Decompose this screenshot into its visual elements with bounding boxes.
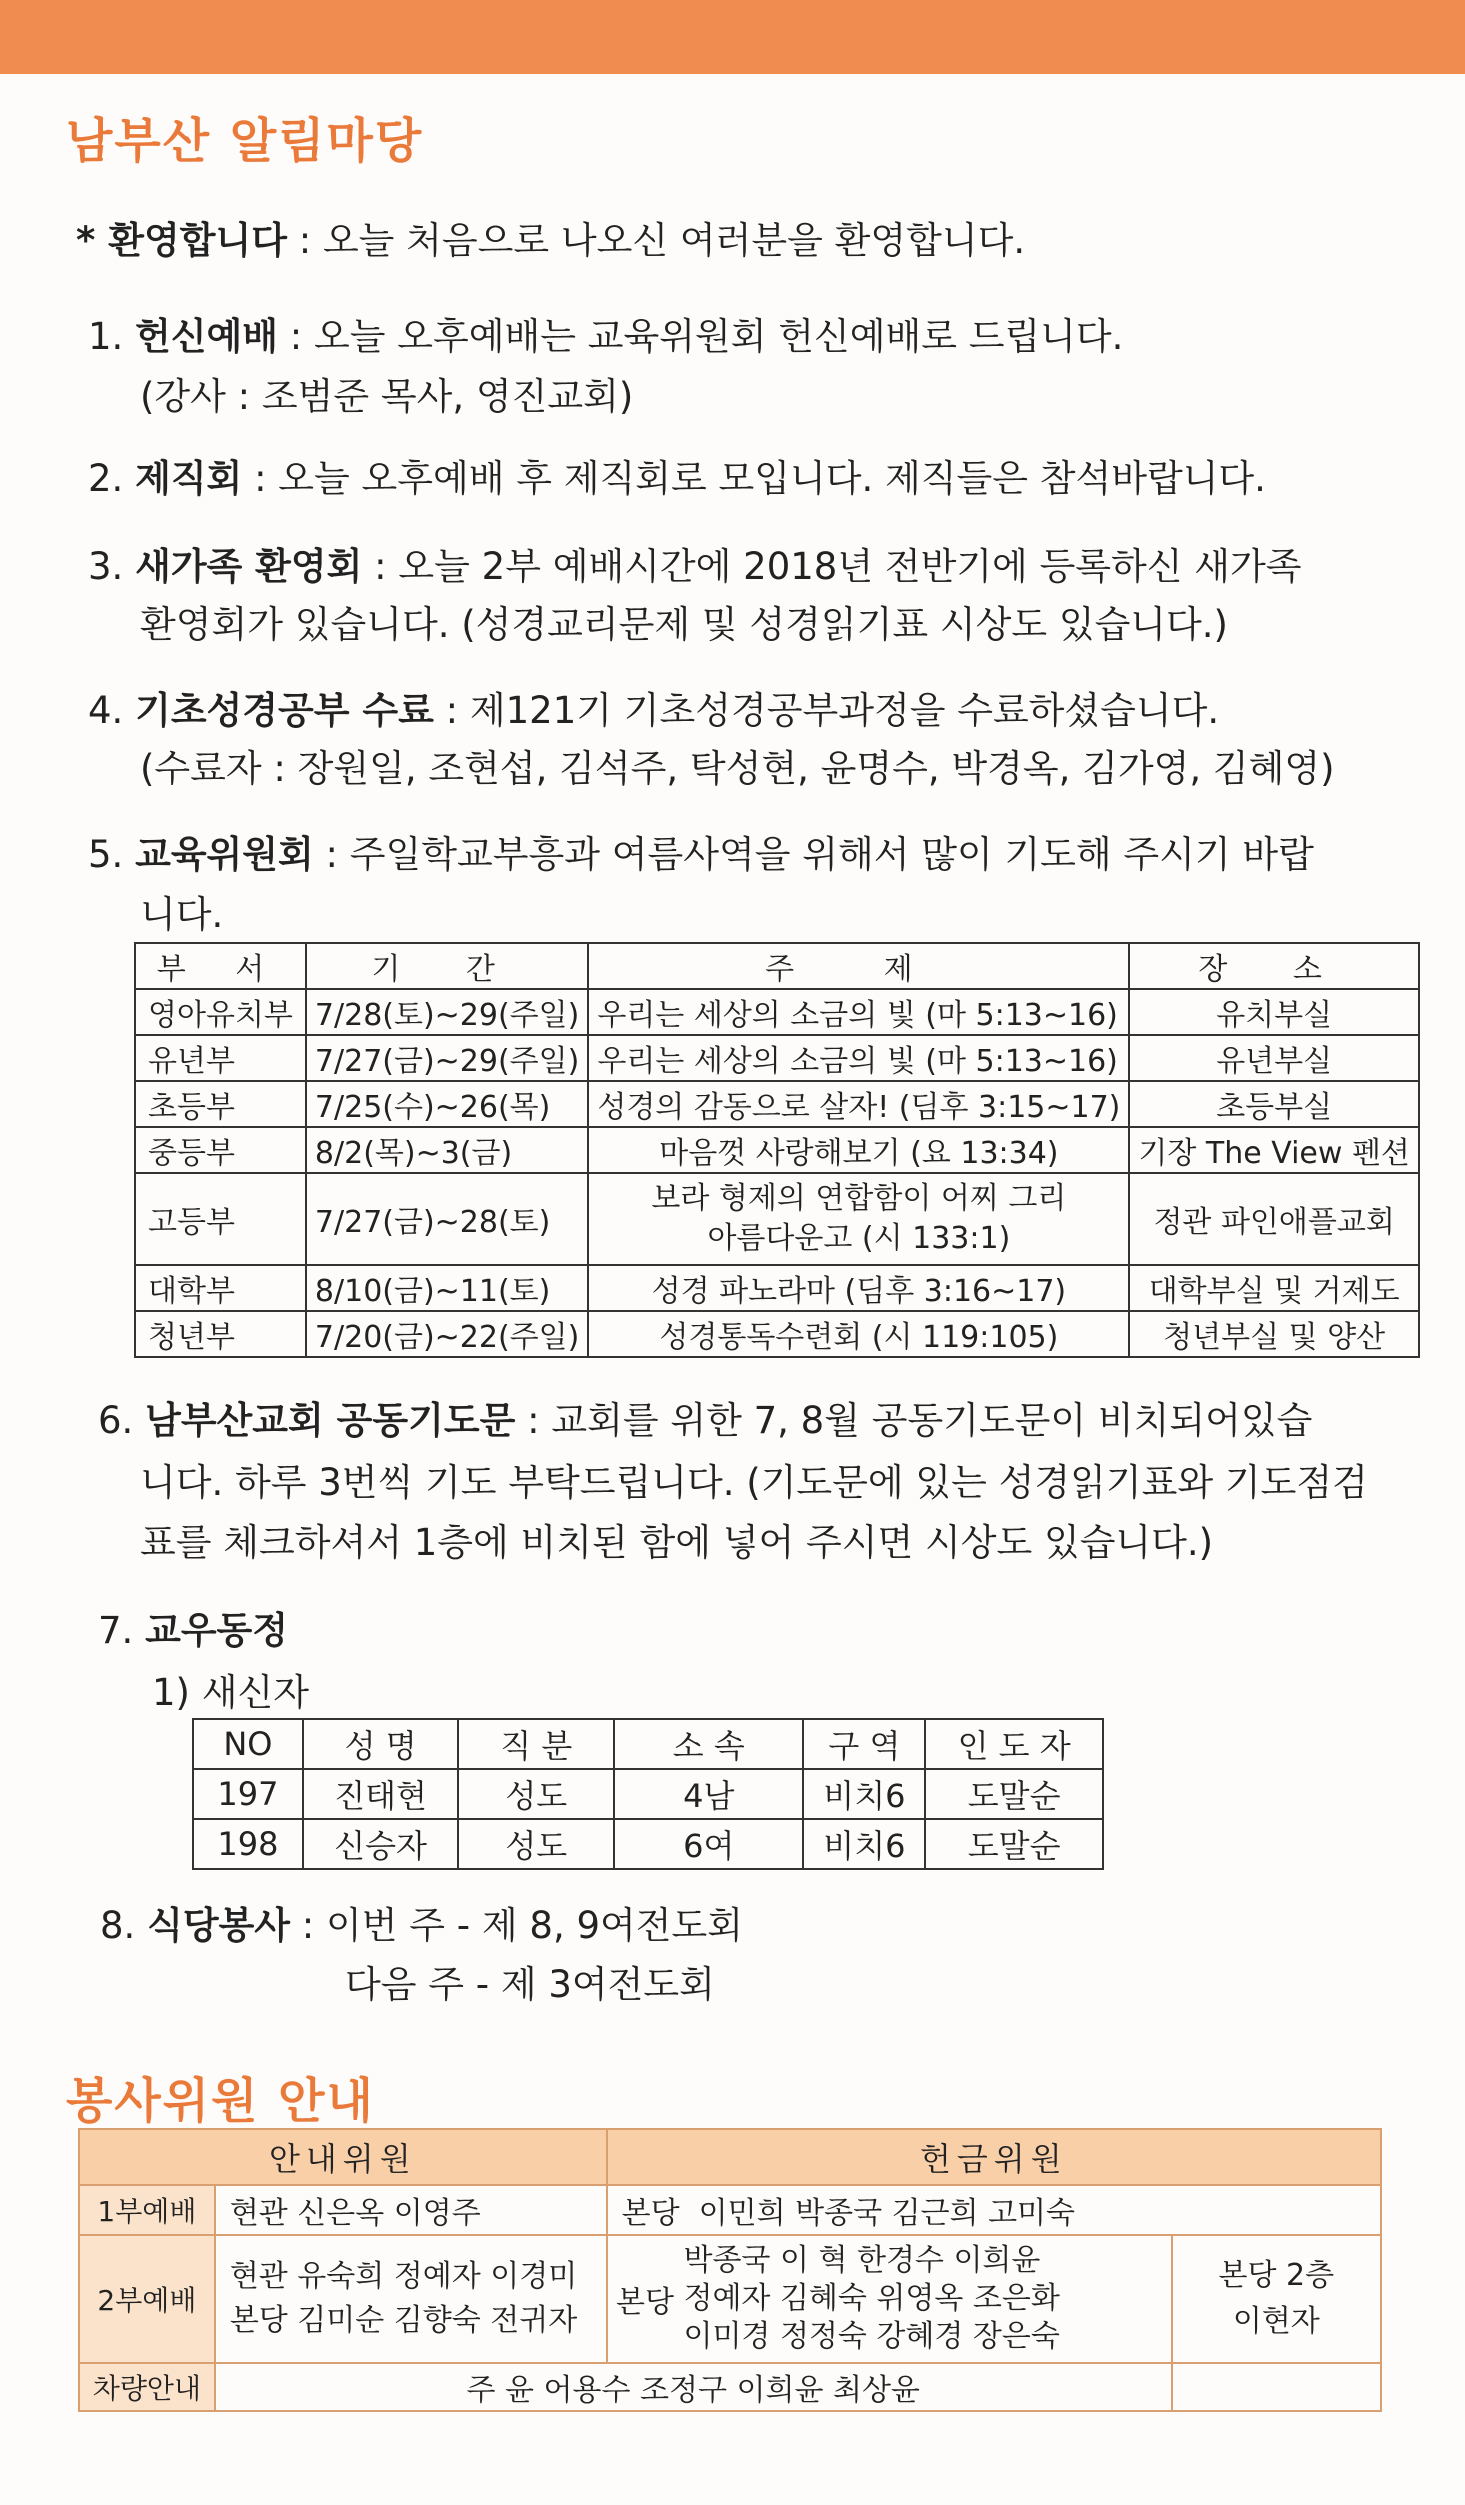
column-header: NO: [193, 1719, 303, 1769]
notice-text: : 주일학교부흥과 여름사역을 위해서 많이 기도해 주시기 바랍: [313, 833, 1314, 876]
notice-number: 8.: [100, 1904, 136, 1947]
guide-cell: [215, 2235, 607, 2363]
table-header-row: [79, 2129, 1381, 2185]
table-header-row: [193, 1719, 1103, 1769]
newcomers-table: [192, 1718, 1104, 1870]
offering-names: 이민희 박종국 김근희 고미숙: [698, 2196, 1076, 2231]
dept-cell: 초등부: [135, 1081, 306, 1127]
column-header: 장 소: [1129, 943, 1419, 989]
dept-cell: 중등부: [135, 1127, 306, 1173]
notice-number: 2.: [88, 457, 124, 500]
notice-number: 1.: [88, 315, 124, 358]
notice-text: : 오늘 오후예배 후 제직회로 모입니다. 제직들은 참석바랍니다.: [242, 457, 1266, 500]
theme-cell: 우리는 세상의 소금의 빛 (마 5:13~16): [588, 989, 1129, 1035]
row-label: 차량안내: [79, 2363, 215, 2411]
theme-line: 보라 형제의 연합함이 어찌 그리: [651, 1181, 1067, 1216]
notice-title: 남부산교회 공동기도문: [145, 1399, 516, 1442]
notice-6-line2: 니다. 하루 3번씩 기도 부탁드립니다. (기도문에 있는 성경읽기표와 기도점검: [140, 1461, 1368, 1504]
notice-6: [98, 1390, 1312, 1444]
table-row: [135, 1127, 1419, 1173]
table-row: [79, 2235, 1381, 2363]
period-cell: 8/2(목)~3(금): [306, 1127, 588, 1173]
table-row: [135, 1173, 1419, 1265]
table-cell: 성도: [458, 1819, 614, 1869]
notice-4: [88, 680, 1219, 734]
theme-cell: 성경의 감동으로 살자! (딤후 3:15~17): [588, 1081, 1129, 1127]
table-cell: 6여: [614, 1819, 803, 1869]
dept-cell: 유년부: [135, 1035, 306, 1081]
extra-cell: [1172, 2235, 1381, 2363]
notice-text: : 오늘 2부 예배시간에 2018년 전반기에 등록하신 새가족: [362, 545, 1302, 588]
column-header: 부 서: [135, 943, 306, 989]
dept-cell: 고등부: [135, 1173, 306, 1265]
table-row: [135, 1265, 1419, 1311]
dept-cell: 대학부: [135, 1265, 306, 1311]
column-header: 헌금위원: [607, 2129, 1381, 2185]
notice-number: 5.: [88, 833, 124, 876]
column-header: 성 명: [303, 1719, 459, 1769]
table-row: [135, 1311, 1419, 1357]
column-header: 안내위원: [79, 2129, 607, 2185]
offering-location: 본당: [621, 2196, 680, 2231]
education-schedule-table: [134, 942, 1420, 1358]
table-cell: 197: [193, 1769, 303, 1819]
table-row: [79, 2363, 1381, 2411]
table-row: [193, 1769, 1103, 1819]
place-cell: 유치부실: [1129, 989, 1419, 1035]
notice-title: 교우동정: [145, 1609, 289, 1652]
notice-7: [98, 1600, 288, 1654]
place-cell: 정관 파인애플교회: [1129, 1173, 1419, 1265]
notice-number: 6.: [98, 1399, 134, 1442]
place-cell: 대학부실 및 거제도: [1129, 1265, 1419, 1311]
notice-3: [88, 536, 1302, 590]
theme-cell: 마음껏 사랑해보기 (요 13:34): [588, 1127, 1129, 1173]
notice-3-line2: 환영회가 있습니다. (성경교리문제 및 성경읽기표 시상도 있습니다.): [140, 603, 1228, 646]
place-cell: 기장 The View 펜션: [1129, 1127, 1419, 1173]
service-section-title: 봉사위원 안내: [66, 2073, 375, 2129]
guide-cell: 현관 신은옥 이영주: [215, 2185, 607, 2235]
notice-text: : 이번 주 - 제 8, 9여전도회: [290, 1904, 743, 1947]
offering-line: 정예자 김혜숙 위영옥 조은화: [683, 2281, 1060, 2316]
column-header: 직 분: [458, 1719, 614, 1769]
notice-5: [88, 824, 1314, 878]
page-title: 남부산 알림마당: [66, 113, 424, 169]
notice-text: : 제121기 기초성경공부과정을 수료하셨습니다.: [433, 689, 1220, 732]
row-label: 2부예배: [79, 2235, 215, 2363]
table-row: [135, 1035, 1419, 1081]
column-header: 기 간: [306, 943, 588, 989]
column-header: 인 도 자: [925, 1719, 1103, 1769]
table-cell: 성도: [458, 1769, 614, 1819]
notice-8: [100, 1895, 743, 1949]
period-cell: 7/28(토)~29(주일): [306, 989, 588, 1035]
guide-line: 본당 김미순 김향숙 전귀자: [229, 2303, 578, 2338]
extra-line: 본당 2층: [1218, 2258, 1335, 2293]
place-cell: 청년부실 및 양산: [1129, 1311, 1419, 1357]
table-row: [79, 2185, 1381, 2235]
notice-title: 식당봉사: [147, 1904, 291, 1947]
vehicle-guide-cell: 주 윤 어용수 조정구 이희윤 최상윤: [215, 2363, 1172, 2411]
period-cell: 7/27(금)~28(토): [306, 1173, 588, 1265]
empty-cell: [1172, 2363, 1381, 2411]
table-row: [135, 989, 1419, 1035]
table-cell: 도말순: [925, 1819, 1103, 1869]
dept-cell: 영아유치부: [135, 989, 306, 1035]
top-banner: [0, 0, 1465, 74]
theme-cell: 우리는 세상의 소금의 빛 (마 5:13~16): [588, 1035, 1129, 1081]
extra-line: 이현자: [1232, 2304, 1320, 2339]
table-cell: 4남: [614, 1769, 803, 1819]
offering-line: 박종국 이 혁 한경수 이희윤: [683, 2243, 1041, 2278]
notice-title: 교육위원회: [135, 833, 314, 876]
period-cell: 7/20(금)~22(주일): [306, 1311, 588, 1357]
notice-text: : 교회를 위한 7, 8월 공동기도문이 비치되어있습: [515, 1399, 1313, 1442]
table-cell: 비치6: [803, 1819, 925, 1869]
notice-4-line2: (수료자 : 장원일, 조현섭, 김석주, 탁성현, 윤명수, 박경옥, 김가영, 김혜영): [140, 747, 1335, 790]
notice-title: 헌신예배: [135, 315, 279, 358]
notice-number: 4.: [88, 689, 124, 732]
guide-line: 현관 유숙희 정예자 이경미: [229, 2259, 578, 2294]
welcome-text: : 오늘 처음으로 나오신 여러분을 환영합니다.: [286, 219, 1026, 262]
table-cell: 도말순: [925, 1769, 1103, 1819]
newcomers-subtitle: 1) 새신자: [152, 1671, 309, 1714]
period-cell: 8/10(금)~11(토): [306, 1265, 588, 1311]
table-cell: 신승자: [303, 1819, 459, 1869]
notice-title: 제직회: [135, 457, 243, 500]
table-cell: 198: [193, 1819, 303, 1869]
offering-cell: [607, 2185, 1381, 2235]
notice-title: 기초성경공부 수료: [135, 689, 434, 732]
offering-line: 이미경 정정숙 강혜경 장은숙: [683, 2319, 1060, 2354]
table-row: [193, 1819, 1103, 1869]
notice-8-line2: 다음 주 - 제 3여전도회: [345, 1963, 715, 2006]
table-header-row: [135, 943, 1419, 989]
column-header: 구 역: [803, 1719, 925, 1769]
place-cell: 초등부실: [1129, 1081, 1419, 1127]
dept-cell: 청년부: [135, 1311, 306, 1357]
period-cell: 7/25(수)~26(목): [306, 1081, 588, 1127]
notice-number: 7.: [98, 1609, 134, 1652]
notice-6-line3: 표를 체크하셔서 1층에 비치된 함에 넣어 주시면 시상도 있습니다.): [140, 1521, 1214, 1564]
notice-2: [88, 448, 1266, 502]
column-header: 주 제: [588, 943, 1129, 989]
notice-text: : 오늘 오후예배는 교육위원회 헌신예배로 드립니다.: [278, 315, 1124, 358]
notice-1: [88, 306, 1123, 360]
theme-cell: 성경 파노라마 (딤후 3:16~17): [588, 1265, 1129, 1311]
column-header: 소 속: [614, 1719, 803, 1769]
offering-location: 본당: [607, 2235, 683, 2363]
service-volunteers-table: [78, 2128, 1382, 2412]
welcome-line: [76, 210, 1025, 264]
offering-names: [682, 2235, 1171, 2363]
row-label: 1부예배: [79, 2185, 215, 2235]
notice-number: 3.: [88, 545, 124, 588]
theme-line: 아름다운고 (시 133:1): [707, 1221, 1011, 1256]
theme-cell: 성경통독수련회 (시 119:105): [588, 1311, 1129, 1357]
table-row: [135, 1081, 1419, 1127]
table-cell: 비치6: [803, 1769, 925, 1819]
welcome-label: * 환영합니다: [76, 219, 287, 262]
place-cell: 유년부실: [1129, 1035, 1419, 1081]
period-cell: 7/27(금)~29(주일): [306, 1035, 588, 1081]
notice-title: 새가족 환영회: [135, 545, 363, 588]
theme-cell: [588, 1173, 1129, 1265]
notice-5-line2: 니다.: [140, 893, 224, 936]
table-cell: 진태현: [303, 1769, 459, 1819]
notice-1-line2: (강사 : 조범준 목사, 영진교회): [140, 375, 634, 418]
